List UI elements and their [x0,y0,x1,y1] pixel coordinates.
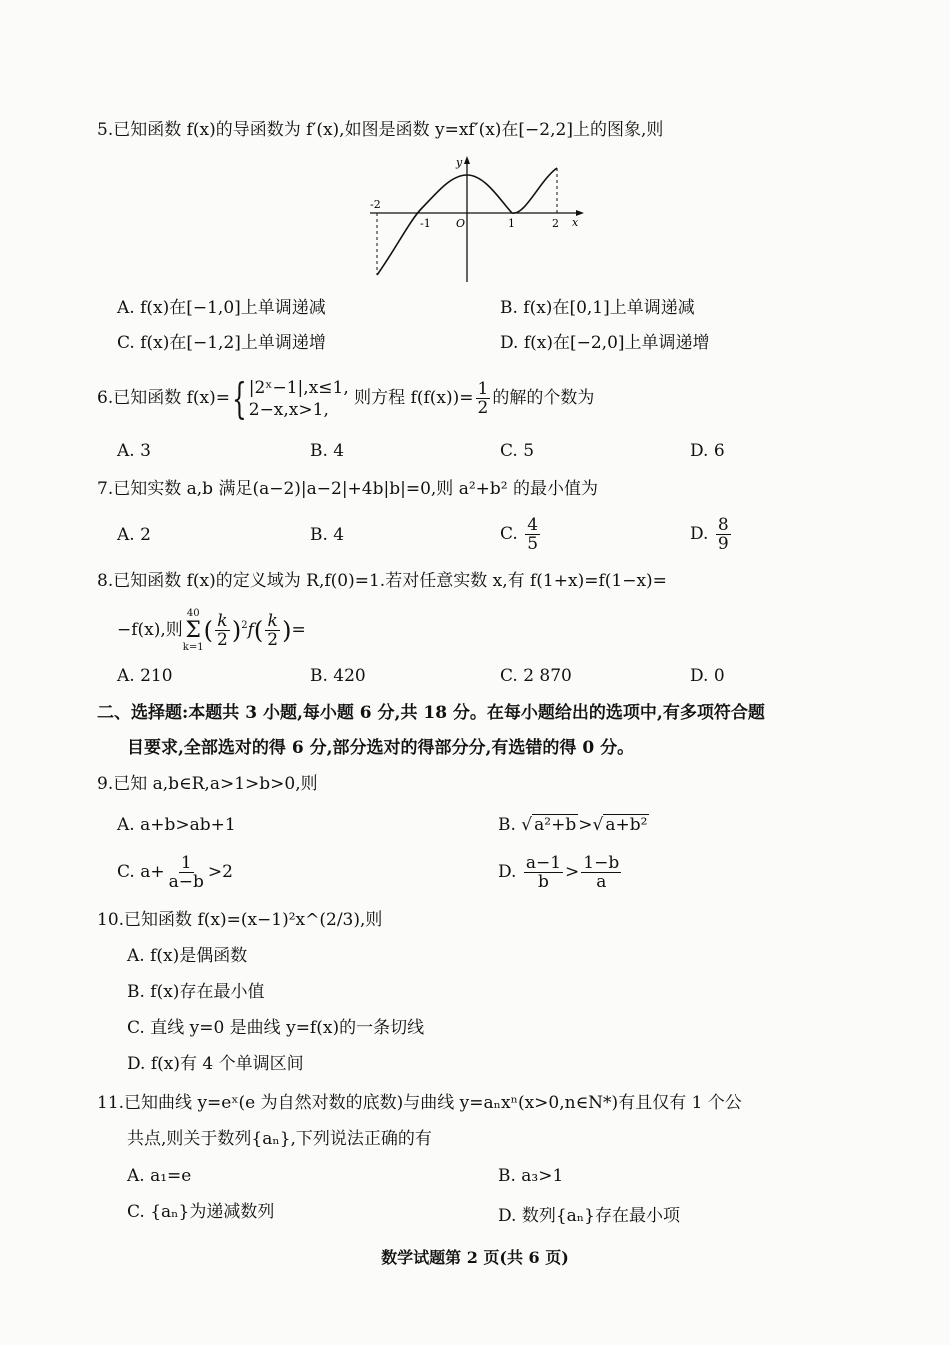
q8-option-b[interactable]: B. 420 [310,666,366,686]
q11-option-a[interactable]: A. a₁=e [127,1166,192,1186]
tick-label-neg1: -1 [420,217,431,230]
q6-option-a[interactable]: A. 3 [117,441,151,461]
q6-option-d[interactable]: D. 6 [690,441,725,461]
q6-stem: 6.已知函数 f(x)={ |2ˣ−1|,x≤1, 2−x,x>1, 则方程 f(f(x))= $\frac{1}{2}$ 的解的个数为 [97,373,595,423]
q10-stem: 10.已知函数 f(x)=(x−1)²x^(2/3),则 [97,910,383,930]
section2-heading: 二、选择题:本题共 3 小题,每小题 6 分,共 18 分。在每小题给出的选项中,有多项符合题 [97,703,765,723]
q9-option-a[interactable]: A. a+b>ab+1 [117,815,236,835]
q6-option-c[interactable]: C. 5 [500,441,535,461]
q6-option-b[interactable]: B. 4 [310,441,345,461]
y-axis-label: y [456,156,463,169]
q5-option-a[interactable]: A. f(x)在[−1,0]上单调递减 [117,298,326,318]
q9-option-d[interactable]: D. $\frac{a-1}{b}$ > $\frac{1-b}{a}$ [498,853,620,892]
q11-line1: 11.已知曲线 y=eˣ(e 为自然对数的底数)与曲线 y=aₙxⁿ(x>0,n∈N*)有且仅有 1 个公 [97,1093,742,1113]
tick-label-neg2: -2 [370,198,381,211]
origin-label: O [456,217,466,230]
q9-stem: 9.已知 a,b∈R,a>1>b>0,则 [97,774,318,794]
q8-line2: −f(x),则 40 Σ k=1 ( $\frac{k}{2}$ )$^2$f( $\frac{k}{2}$ )= [117,607,306,653]
tick-label-2: 2 [552,217,559,230]
q11-option-c[interactable]: C. {aₙ}为递减数列 [127,1202,275,1222]
q9-option-c[interactable]: C. a+ $\frac{1}{a-b}$ >2 [117,853,233,892]
q10-option-c[interactable]: C. 直线 y=0 是曲线 y=f(x)的一条切线 [127,1018,425,1038]
q8-line1: 8.已知函数 f(x)的定义域为 R,f(0)=1.若对任意实数 x,有 f(1+x)=f(1−x)= [97,571,667,591]
q7-option-b[interactable]: B. 4 [310,525,345,545]
q5-graph [360,150,600,290]
q7-option-a[interactable]: A. 2 [117,525,151,545]
q10-option-b[interactable]: B. f(x)存在最小值 [127,982,265,1002]
q11-line2: 共点,则关于数列{aₙ},下列说法正确的有 [127,1129,432,1149]
q9-option-b[interactable]: B. √ a²+b >√ a+b² [498,815,648,835]
q5-option-b[interactable]: B. f(x)在[0,1]上单调递减 [500,298,695,318]
q11-option-d[interactable]: D. 数列{aₙ}存在最小项 [498,1206,680,1226]
x-axis-label: x [572,216,579,229]
tick-label-1: 1 [508,217,515,230]
q10-option-d[interactable]: D. f(x)有 4 个单调区间 [127,1054,304,1074]
q6-case-2: 2−x,x>1, [248,399,329,420]
q5-stem: 5.已知函数 f(x)的导函数为 f′(x),如图是函数 y=xf′(x)在[−2,2]上的图象,则 [97,120,664,140]
y-axis-arrow [464,156,470,164]
q7-option-d[interactable]: D. $\frac{8}{9}$ [690,515,729,554]
section2-heading-cont: 目要求,全部选对的得 6 分,部分选对的得部分分,有选错的得 0 分。 [127,738,635,758]
q11-option-b[interactable]: B. a₃>1 [498,1166,564,1186]
page-footer: 数学试题第 2 页(共 6 页) [381,1248,569,1267]
q7-option-c[interactable]: C. $\frac{4}{5}$ [500,515,539,554]
q8-option-c[interactable]: C. 2 870 [500,666,572,686]
q7-stem: 7.已知实数 a,b 满足(a−2)|a−2|+4b|b|=0,则 a²+b² 的最小值为 [97,479,599,499]
q8-option-a[interactable]: A. 210 [117,666,173,686]
q6-case-1: |2ˣ−1|,x≤1, [248,377,349,398]
q5-option-d[interactable]: D. f(x)在[−2,0]上单调递增 [500,333,710,353]
q5-option-c[interactable]: C. f(x)在[−1,2]上单调递增 [117,333,326,353]
q8-option-d[interactable]: D. 0 [690,666,725,686]
q10-option-a[interactable]: A. f(x)是偶函数 [127,946,248,966]
